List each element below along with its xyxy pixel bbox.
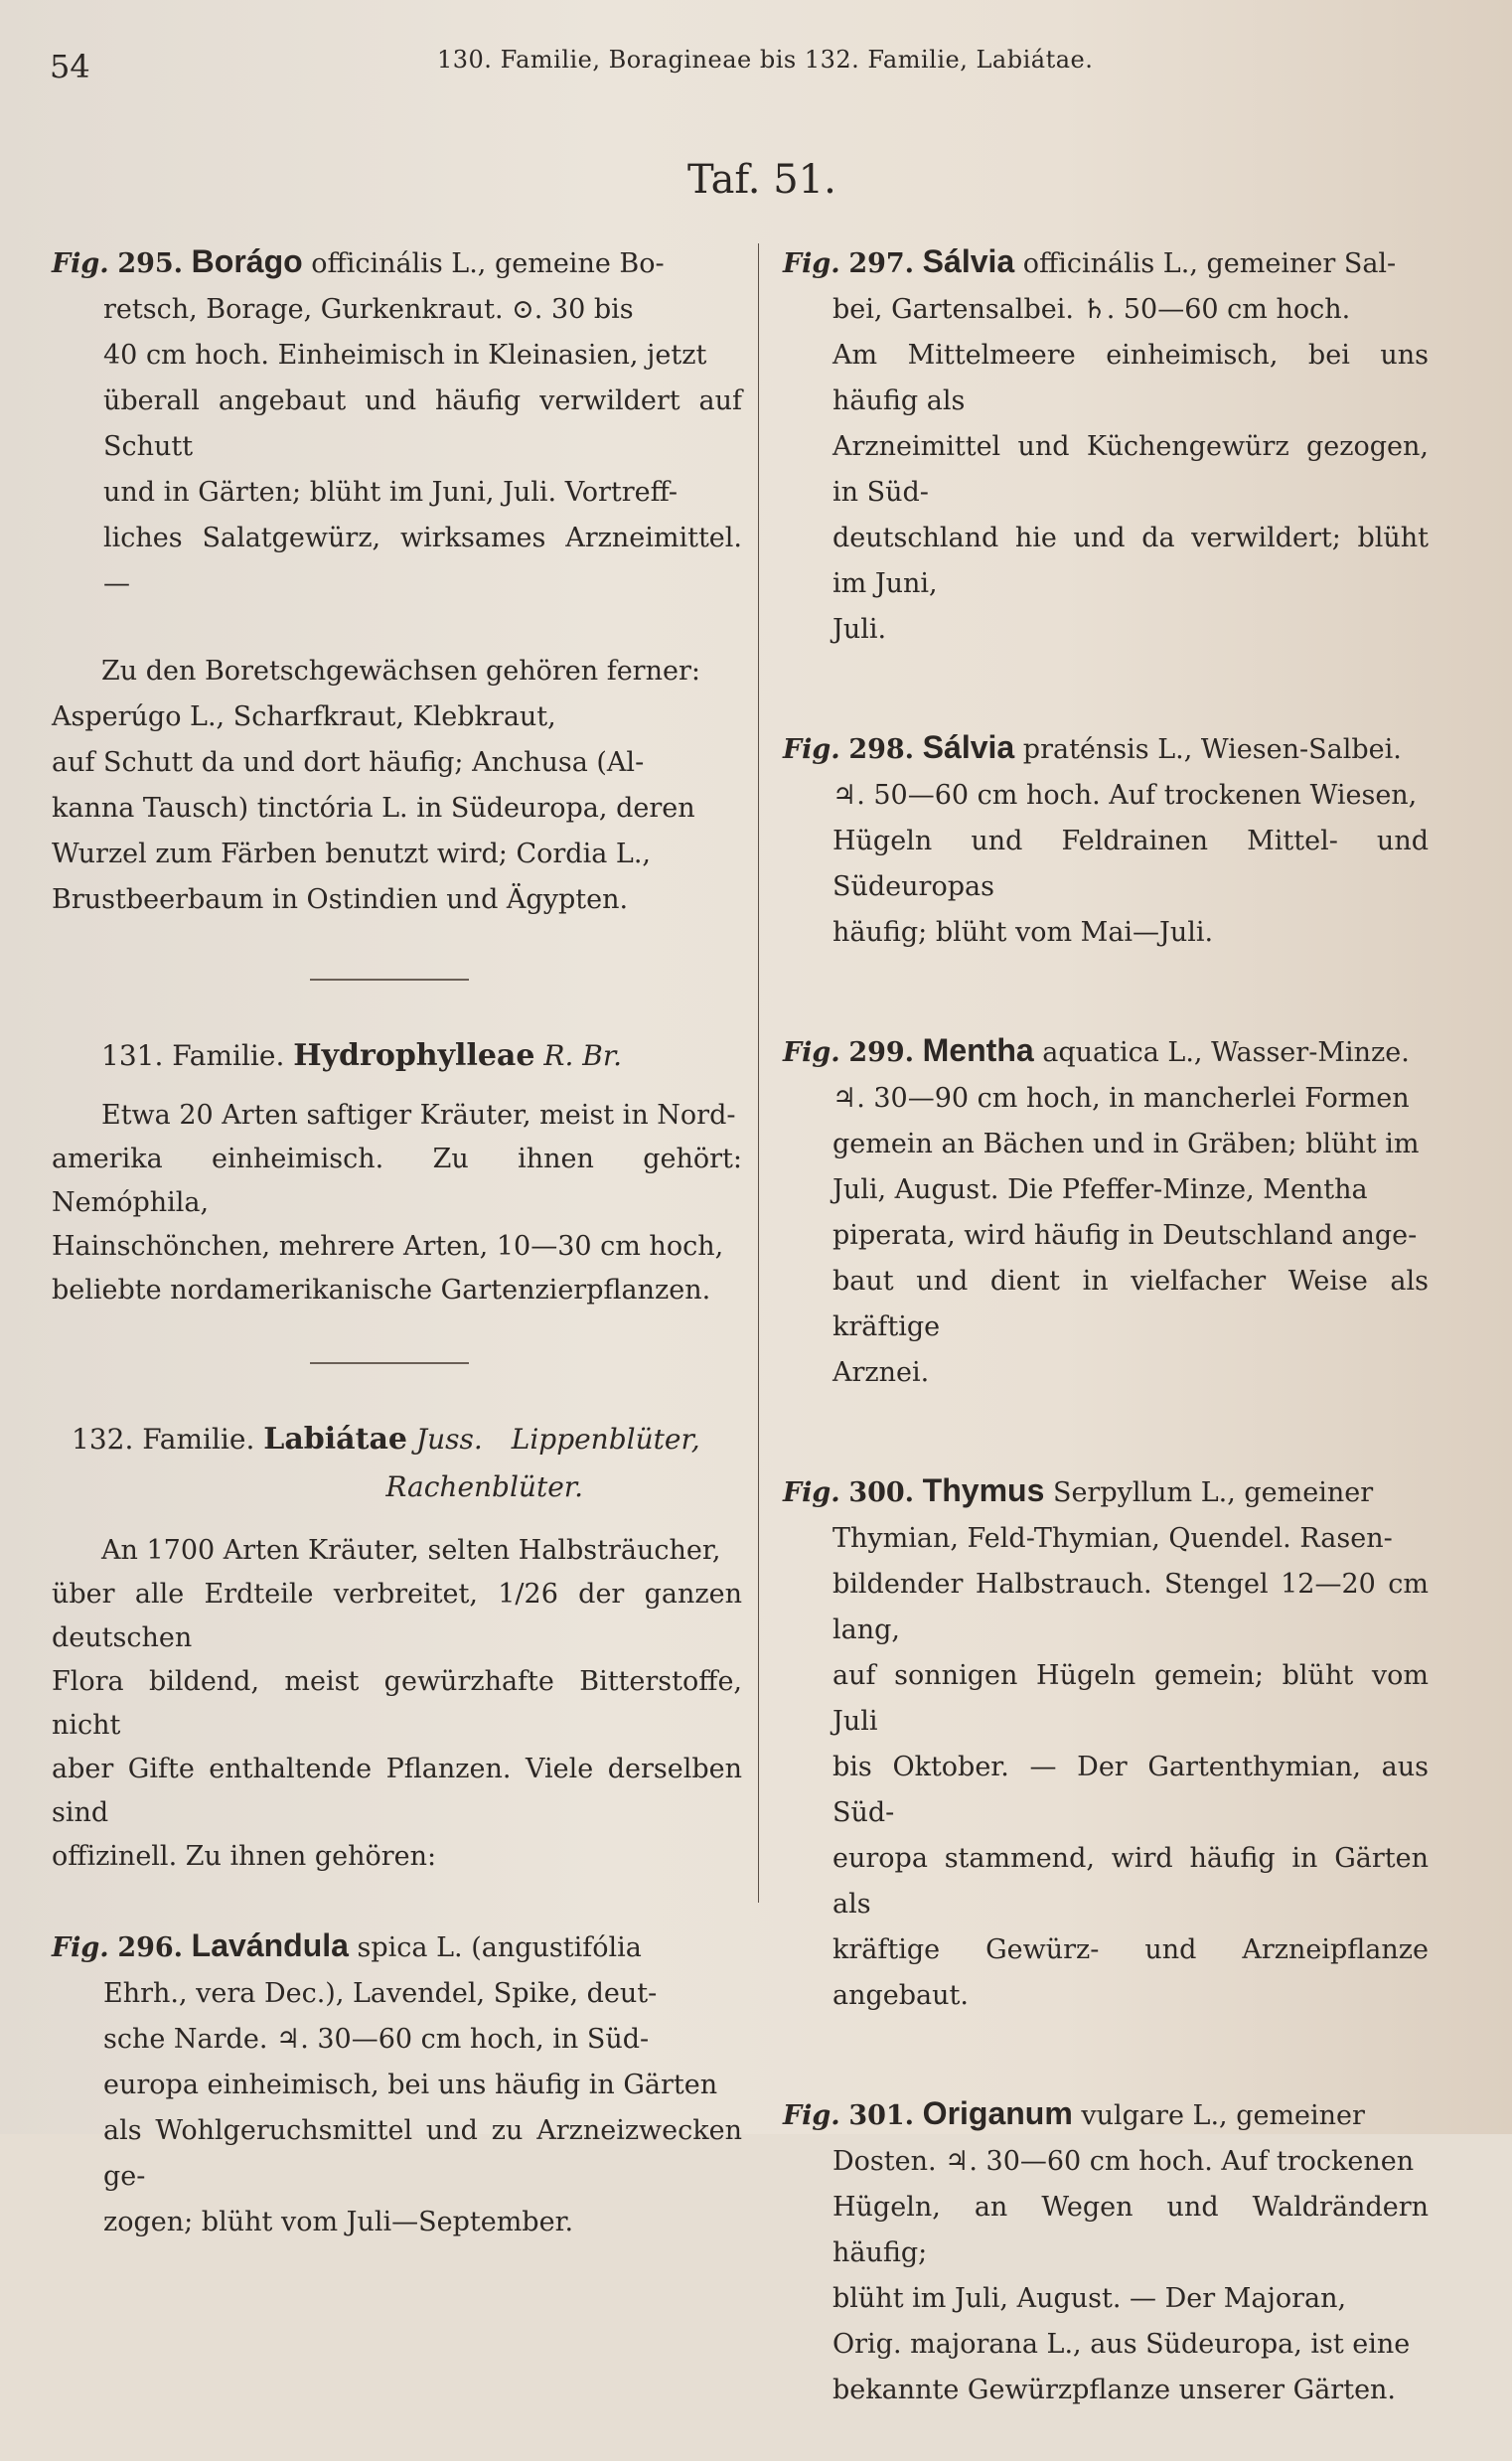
running-head: 130. Familie, Boragineae bis 132. Familie, Labiátae.: [437, 46, 1094, 74]
entry-line: sche Narde. ♃. 30—60 cm hoch, in Süd-: [103, 2024, 650, 2055]
entry-text: aquatica L., Wasser-Minze.: [1042, 1037, 1410, 1068]
entry-line: Am Mittelmeere einheimisch, bei uns häufig als: [832, 340, 1429, 416]
entry-295: [52, 238, 742, 607]
entry-line: Hügeln, an Wegen und Waldrändern häufig;: [832, 2192, 1429, 2268]
note-line: Asperúgo L., Scharfkraut, Klebkraut,: [52, 701, 556, 732]
note-line: kanna Tausch) tinctória L. in Südeuropa, deren: [52, 793, 695, 824]
entry-line: deutschland hie und da verwildert; blüht im Juni,: [832, 523, 1429, 599]
entry-line: und in Gärten; blüht im Juni, Juli. Vortreff-: [103, 477, 678, 508]
fig-label: Fig.: [783, 2100, 840, 2131]
entry-line: bildender Halbstrauch. Stengel 12—20 cm lang,: [832, 1569, 1429, 1645]
fig-number: 300.: [848, 1477, 915, 1508]
entry-line: bekannte Gewürzpflanze unserer Gärten.: [832, 2375, 1397, 2405]
desc-line: An 1700 Arten Kräuter, selten Halbsträucher,: [101, 1535, 721, 1566]
entry-line: häufig; blüht vom Mai—Juli.: [832, 917, 1214, 948]
section-rule: [310, 979, 469, 981]
entry-line: Juli.: [832, 614, 887, 645]
entry-text: officinális L., gemeiner Sal-: [1022, 248, 1397, 279]
family-author: R. Br.: [543, 1039, 623, 1072]
entry-text: officinális L., gemeine Bo-: [311, 248, 665, 279]
family-name: Labiátae: [263, 1422, 407, 1457]
left-column: [52, 238, 742, 2293]
family-vernacular: Lippenblüter,: [511, 1423, 700, 1456]
family-132-description: [52, 1529, 742, 1879]
family-131-heading: [52, 1032, 742, 1080]
entry-line: ♃. 30—90 cm hoch, in mancherlei Formen: [832, 1083, 1410, 1114]
genus-name: Sálvia: [922, 243, 1015, 279]
page-number: 54: [50, 48, 90, 85]
entry-head: [783, 1027, 1429, 1076]
entry-297: [783, 238, 1429, 653]
entry-line: kräftige Gewürz- und Arzneipflanze angebaut.: [832, 1934, 1429, 2011]
entry-line: auf sonnigen Hügeln gemein; blüht vom Juli: [832, 1660, 1429, 1737]
genus-name: Origanum: [922, 2095, 1073, 2131]
family-131-description: [52, 1094, 742, 1312]
family-prefix: 131. Familie.: [101, 1039, 285, 1072]
entry-line: Ehrh., vera Dec.), Lavendel, Spike, deut-: [103, 1978, 658, 2009]
desc-line: aber Gifte enthaltende Pflanzen. Viele derselben sind: [52, 1754, 742, 1828]
section-rule: [310, 1362, 469, 1364]
entry-text: praténsis L., Wiesen-Salbei.: [1022, 734, 1402, 765]
family-132-heading: [52, 1416, 742, 1463]
fig-number: 297.: [848, 248, 915, 279]
genus-name: Mentha: [922, 1032, 1034, 1068]
entry-line: Thymian, Feld-Thymian, Quendel. Rasen-: [832, 1523, 1393, 1554]
fig-label: Fig.: [52, 248, 109, 279]
entry-298: [783, 724, 1429, 956]
entry-text: Serpyllum L., gemeiner: [1052, 1477, 1374, 1508]
entry-line: Arznei.: [832, 1357, 930, 1388]
desc-line: Hainschönchen, mehrere Arten, 10—30 cm hoch,: [52, 1231, 724, 1262]
genus-name: Borágo: [191, 243, 303, 279]
entry-head: [783, 2090, 1429, 2139]
right-column: [783, 238, 1429, 2461]
desc-line: Etwa 20 Arten saftiger Kräuter, meist in Nord-: [101, 1100, 736, 1131]
desc-line: amerika einheimisch. Zu ihnen gehört: Nemóphila,: [52, 1144, 742, 1218]
entry-line: piperata, wird häufig in Deutschland ange-: [832, 1220, 1418, 1251]
entry-line: zogen; blüht vom Juli—September.: [103, 2207, 574, 2237]
entry-head: [52, 238, 742, 287]
family-prefix: 132. Familie.: [72, 1423, 255, 1456]
family-author: Juss.: [415, 1423, 483, 1456]
entry-line: als Wohlgeruchsmittel und zu Arzneizwecken ge-: [103, 2115, 742, 2192]
fig-number: 299.: [848, 1037, 915, 1068]
fig-label: Fig.: [783, 1477, 840, 1508]
entry-299: [783, 1027, 1429, 1396]
genus-name: Lavándula: [191, 1927, 349, 1963]
desc-line: beliebte nordamerikanische Gartenzierpflanzen.: [52, 1275, 711, 1306]
desc-line: über alle Erdteile verbreitet, 1/26 der ganzen deutschen: [52, 1579, 742, 1653]
entry-line: Orig. majorana L., aus Südeuropa, ist eine: [832, 2329, 1411, 2360]
genus-name: Thymus: [922, 1472, 1045, 1508]
plate-title: Taf. 51.: [687, 157, 836, 203]
entry-line: Dosten. ♃. 30—60 cm hoch. Auf trockenen: [832, 2146, 1415, 2177]
entry-line: liches Salatgewürz, wirksames Arzneimittel. —: [103, 523, 742, 599]
fig-number: 301.: [848, 2100, 915, 2131]
entry-line: 40 cm hoch. Einheimisch in Kleinasien, jetzt: [103, 340, 707, 371]
entry-text: spica L. (angustifólia: [357, 1932, 642, 1963]
entry-head: [783, 238, 1429, 287]
entry-line: europa stammend, wird häufig in Gärten als: [832, 1843, 1429, 1920]
note-line: Brustbeerbaum in Ostindien und Ägypten.: [52, 884, 629, 915]
entry-head: [52, 1923, 742, 1971]
entry-line: retsch, Borage, Gurkenkraut. ⊙. 30 bis: [103, 294, 634, 325]
entry-line: bei, Gartensalbei. ♄. 50—60 cm hoch.: [832, 294, 1351, 325]
fig-label: Fig.: [783, 248, 840, 279]
entry-line: Arzneimittel und Küchengewürz gezogen, in Süd-: [832, 431, 1429, 508]
entry-head: [783, 724, 1429, 773]
entry-line: gemein an Bächen und in Gräben; blüht im: [832, 1129, 1420, 1159]
fig-label: Fig.: [783, 1037, 840, 1068]
entry-301: [783, 2090, 1429, 2413]
entry-line: Juli, August. Die Pfeffer-Minze, Mentha: [832, 1174, 1368, 1205]
entry-line: baut und dient in vielfacher Weise als kräftige: [832, 1266, 1429, 1342]
fig-number: 296.: [117, 1932, 184, 1963]
fig-label: Fig.: [783, 734, 840, 765]
entry-line: überall angebaut und häufig verwildert auf Schutt: [103, 385, 742, 462]
note-line: auf Schutt da und dort häufig; Anchusa (Al-: [52, 747, 645, 778]
note-line: Wurzel zum Färben benutzt wird; Cordia L.,: [52, 839, 651, 869]
note-line: Zu den Boretschgewächsen gehören ferner:: [101, 656, 700, 687]
entry-text: vulgare L., gemeiner: [1081, 2100, 1365, 2131]
entry-296: [52, 1923, 742, 2245]
entry-head: [783, 1467, 1429, 1516]
column-divider: [758, 243, 759, 1903]
family-132-vernacular: Rachenblüter.: [385, 1470, 583, 1503]
fig-number: 295.: [117, 248, 184, 279]
entry-line: blüht im Juli, August. — Der Majoran,: [832, 2283, 1347, 2314]
genus-name: Sálvia: [922, 729, 1015, 765]
desc-line: offizinell. Zu ihnen gehören:: [52, 1841, 437, 1872]
entry-line: bis Oktober. — Der Gartenthymian, aus Süd-: [832, 1752, 1429, 1828]
fig-number: 298.: [848, 734, 915, 765]
entry-line: ♃. 50—60 cm hoch. Auf trockenen Wiesen,: [832, 780, 1418, 811]
desc-line: Flora bildend, meist gewürzhafte Bitterstoffe, nicht: [52, 1666, 742, 1741]
borage-note: [52, 649, 742, 923]
fig-label: Fig.: [52, 1932, 109, 1963]
family-name: Hydrophylleae: [293, 1038, 535, 1073]
entry-300: [783, 1467, 1429, 2019]
entry-line: Hügeln und Feldrainen Mittel- und Südeuropas: [832, 826, 1429, 902]
entry-line: europa einheimisch, bei uns häufig in Gärten: [103, 2070, 718, 2100]
